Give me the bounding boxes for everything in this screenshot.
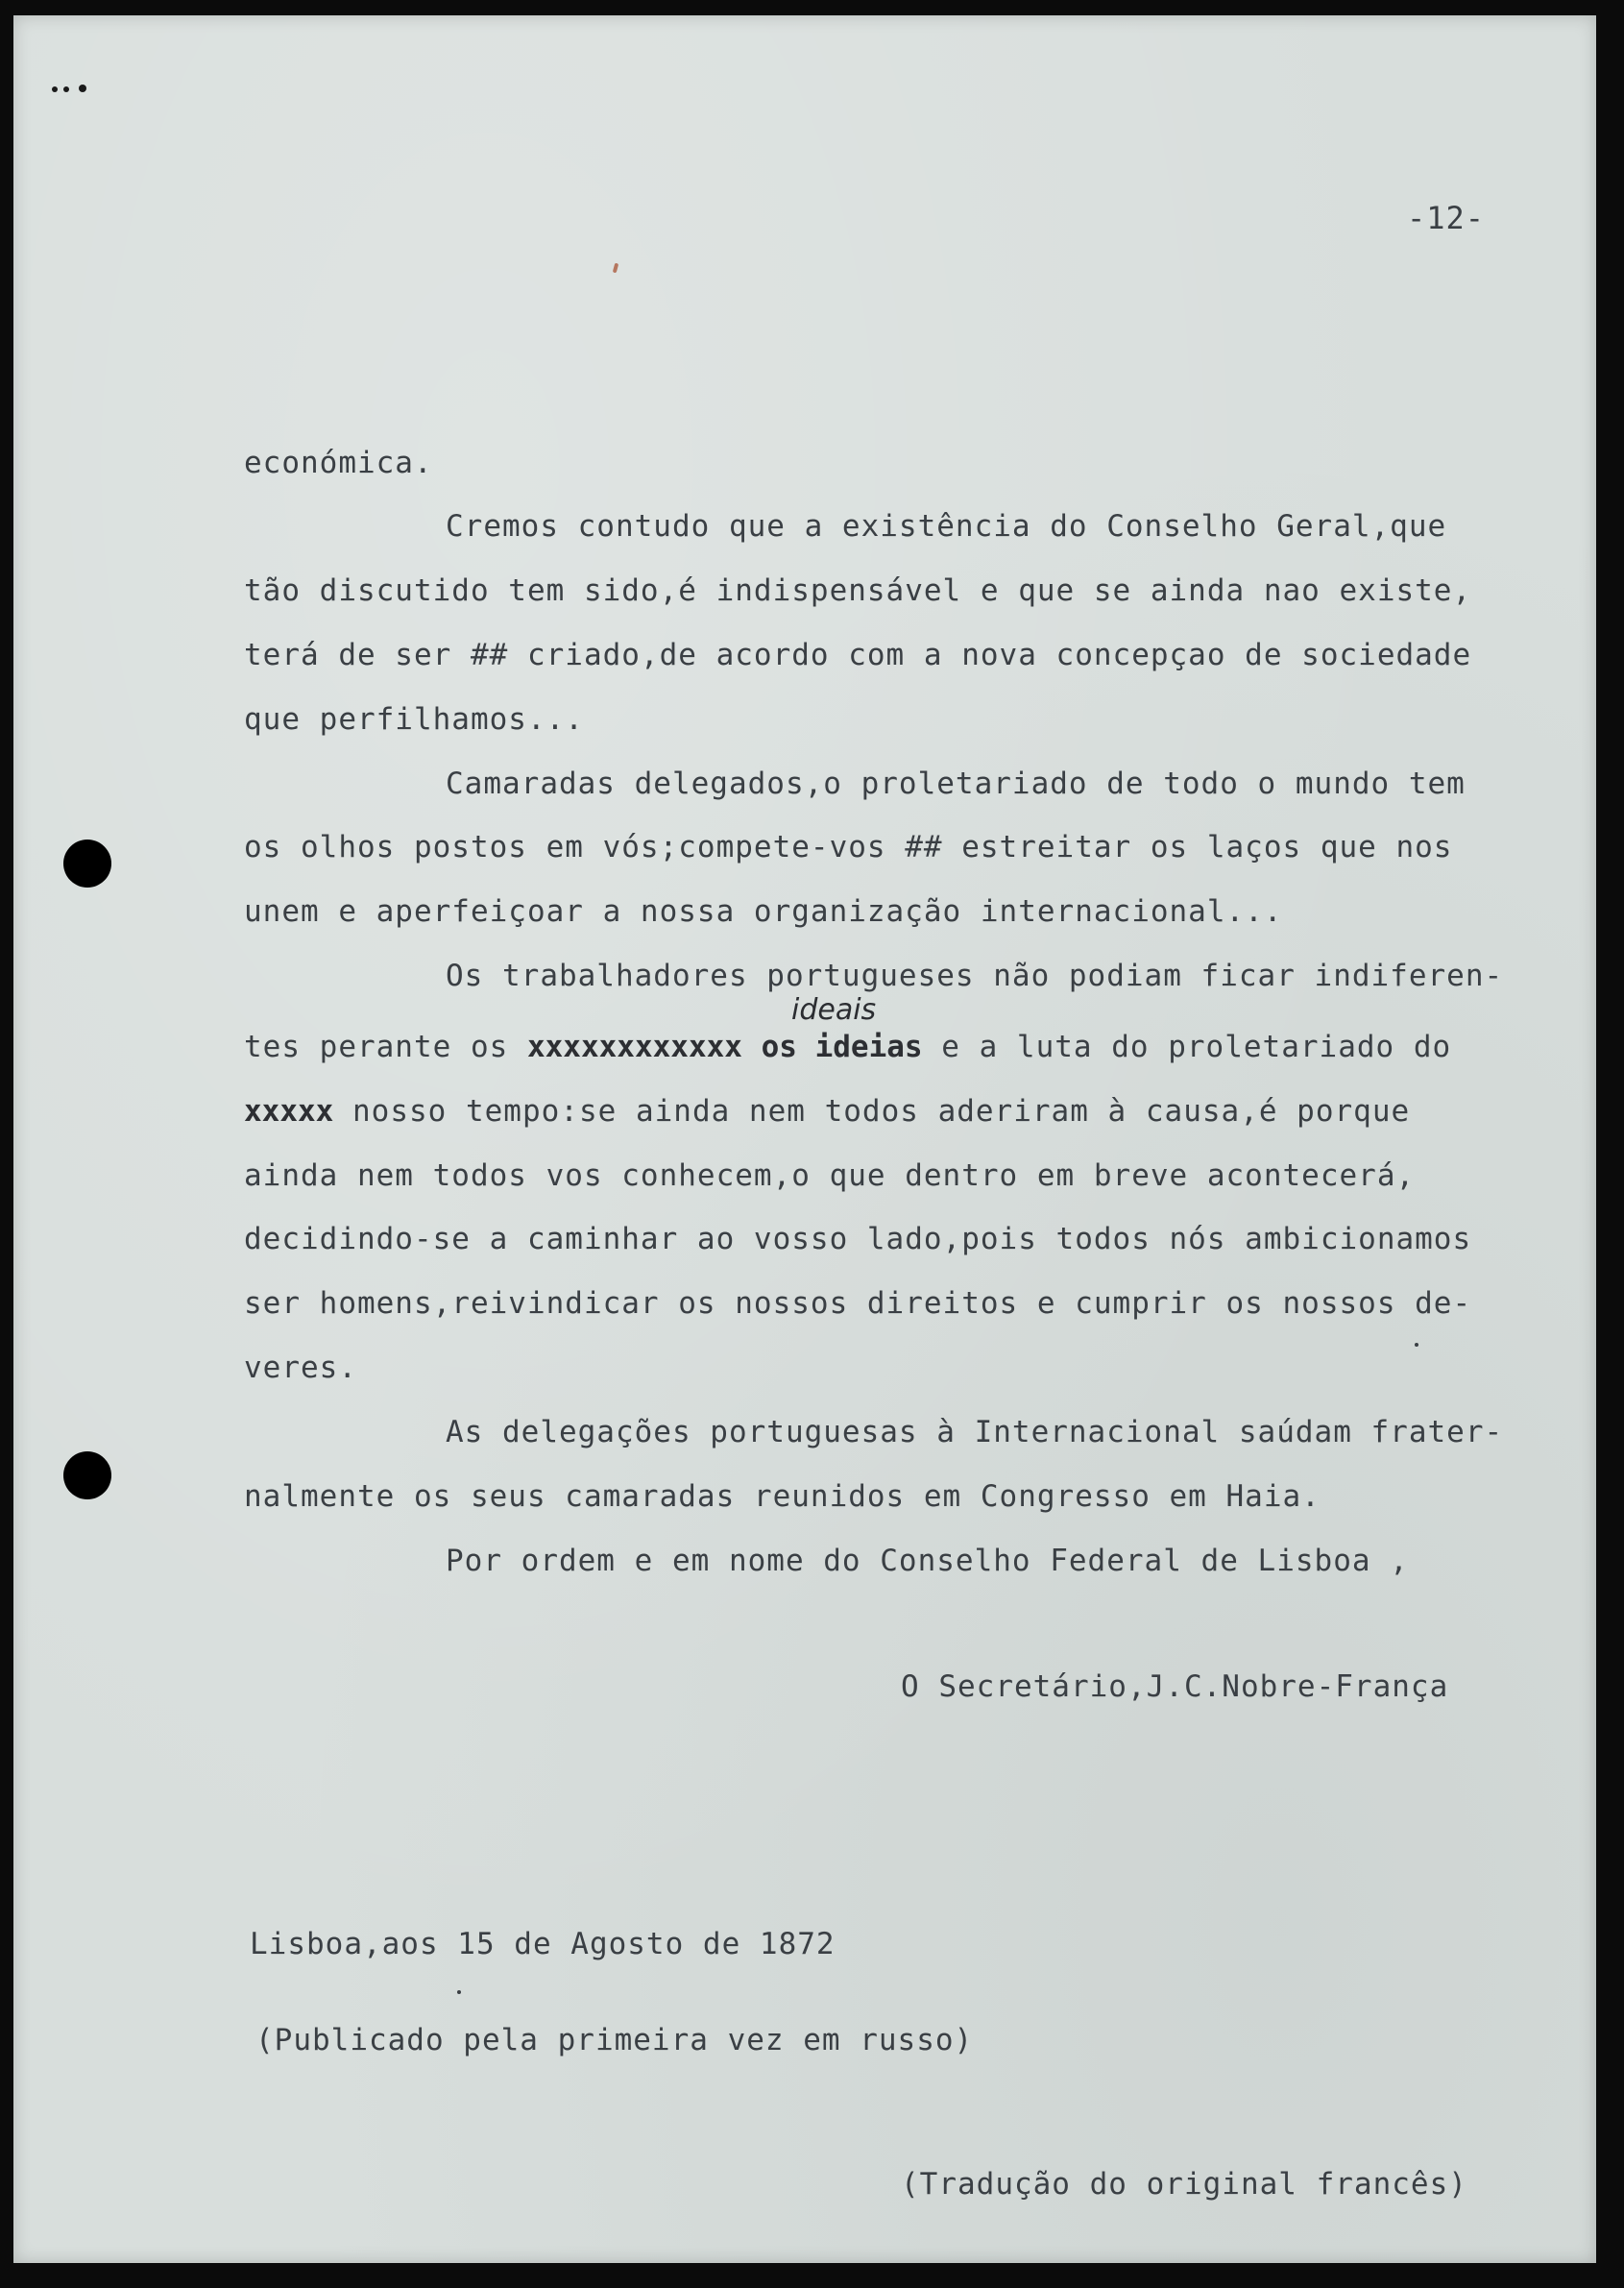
paper-speck [613, 263, 618, 274]
punch-hole-top [63, 840, 111, 888]
publication-note: (Publicado pela primeira vez em russo) [255, 2023, 974, 2057]
body-line-3: tão discutido tem sido,é indispensável e que se ainda nao existe, [244, 573, 1472, 608]
line-10-prefix: tes perante os [244, 1030, 509, 1064]
body-line-8: unem e aperfeiçoar a nossa organização internacional... [244, 894, 1283, 929]
paper-dot-2 [457, 1990, 461, 1994]
page-number: -12- [1406, 200, 1485, 236]
body-line-15: veres. [244, 1351, 357, 1385]
body-line-2: Cremos contudo que a existência do Conselho Geral,que [446, 509, 1447, 544]
line-10-suffix: e a luta do proletariado do [941, 1030, 1452, 1064]
paper-dot [1415, 1343, 1418, 1347]
body-line-11 [244, 1094, 1410, 1129]
body-line-4: terá de ser ## criado,de acordo com a nova concepçao de sociedade [244, 638, 1472, 672]
translation-note: (Tradução do original francês) [901, 2167, 1467, 2202]
body-line-16: As delegações portuguesas à Internacional saúdam frater- [446, 1415, 1504, 1449]
struck-word-3: xxxxx [244, 1094, 334, 1129]
body-line-1: económica. [244, 446, 433, 480]
body-line-12: ainda nem todos vos conhecem,o que dentro em breve acontecerá, [244, 1158, 1416, 1193]
body-line-14: ser homens,reivindicar os nossos direitos e cumprir os nossos de- [244, 1286, 1472, 1321]
date-line: Lisboa,aos 15 de Agosto de 1872 [250, 1927, 836, 1961]
body-line-13: decidindo-se a caminhar ao vosso lado,pois todos nós ambicionamos [244, 1222, 1472, 1256]
corner-mark [52, 83, 109, 96]
struck-word-2: os ideias [761, 1030, 923, 1064]
signature: O Secretário,J.C.Nobre-França [901, 1669, 1449, 1704]
body-line-9: Os trabalhadores portugueses não podiam ficar indiferen- [446, 959, 1504, 993]
body-line-10 [244, 1030, 1451, 1064]
body-line-7: os olhos postos em vós;compete-vos ## estreitar os laços que nos [244, 830, 1453, 864]
body-line-5: que perfilhamos... [244, 702, 584, 737]
punch-hole-bottom [63, 1451, 111, 1499]
body-line-17: nalmente os seus camaradas reunidos em Congresso em Haia. [244, 1479, 1321, 1514]
body-line-18: Por ordem e em nome do Conselho Federal de Lisboa , [446, 1544, 1409, 1578]
line-11-text: nosso tempo:se ainda nem todos aderiram à causa,é porque [352, 1094, 1411, 1129]
document-page [13, 15, 1596, 2263]
body-line-6: Camaradas delegados,o proletariado de todo o mundo tem [446, 767, 1466, 801]
struck-word-1: xxxxxxxxxxxx [526, 1030, 742, 1064]
handwritten-insert: ideais [791, 993, 877, 1027]
